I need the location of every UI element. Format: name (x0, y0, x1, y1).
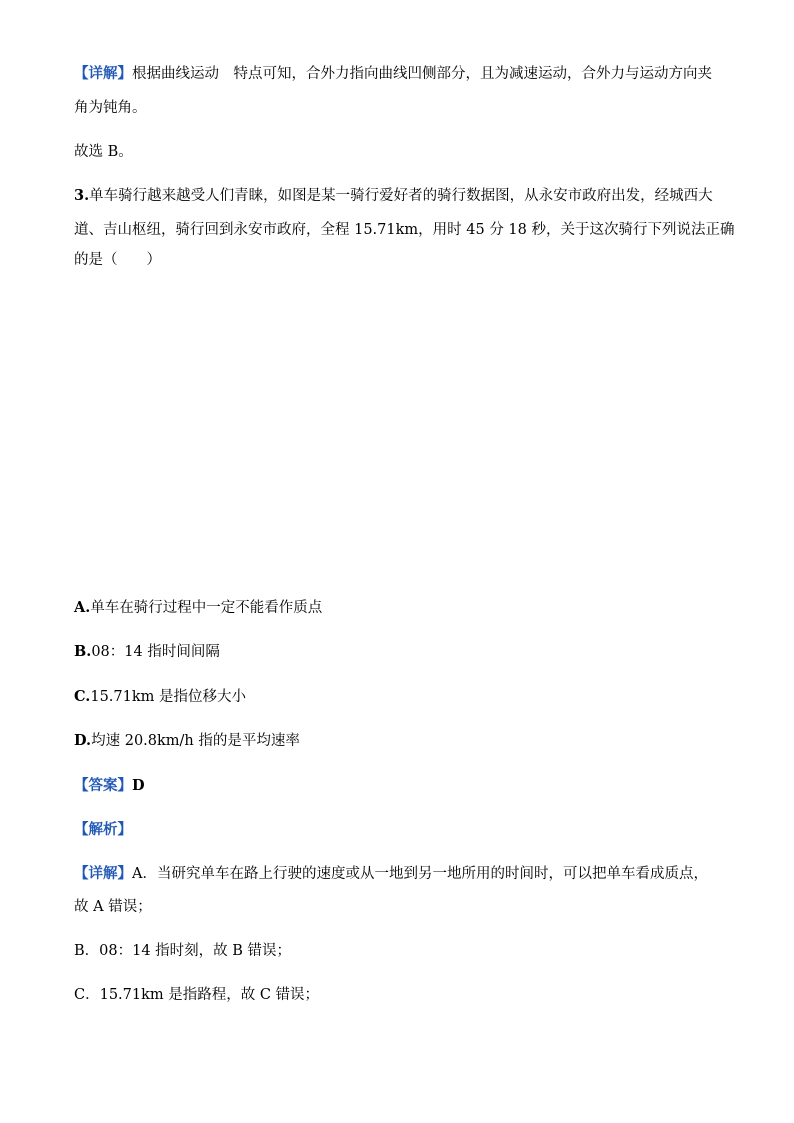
question-line-2: 道、吉山枢纽，骑行回到永安市政府，全程 15.71km，用时 45 分 18 秒，关于这次骑行下列说法正确 (74, 222, 735, 238)
question-line-3: 的是（ ） (74, 252, 161, 268)
prev-solution-conclusion: 故选 B。 (74, 144, 133, 160)
option-d (74, 731, 300, 751)
option-b (74, 642, 220, 662)
figure-area (74, 285, 720, 585)
answer-value: D (132, 777, 145, 794)
detail-line-2: 故 A 错误； (74, 899, 152, 915)
detail-line-3: B．08：14 指时刻，故 B 错误； (74, 943, 292, 959)
question-number: 3. (74, 187, 90, 204)
prev-solution-line-2: 角为钝角。 (74, 100, 147, 116)
question-text-1: 单车骑行越来越受人们青睐，如图是某一骑行爱好者的骑行数据图，从永安市政府出发，经城西大 (89, 188, 713, 204)
option-c-text: 15.71km 是指位移大小 (90, 689, 246, 705)
detail-text-1: A．当研究单车在路上行驶的速度或从一地到另一地所用的时间时，可以把单车看成质点， (132, 866, 708, 882)
prev-solution-text-1: 根据曲线运动 特点可知，合外力指向曲线凹侧部分，且为减速运动，合外力与运动方向夹 (132, 66, 712, 82)
option-b-letter: B. (74, 643, 92, 660)
analysis-heading (74, 820, 132, 840)
option-a-text: 单车在骑行过程中一定不能看作质点 (90, 600, 323, 616)
option-c (74, 687, 246, 707)
question-line-1 (74, 186, 713, 206)
detail-tag: 【详解】 (74, 865, 132, 882)
option-a (74, 598, 322, 618)
analysis-tag: 【解析】 (74, 821, 132, 838)
option-a-letter: A. (74, 599, 91, 616)
prev-solution-tag: 【详解】 (74, 65, 132, 82)
option-b-text: 08：14 指时间间隔 (91, 644, 220, 660)
option-d-letter: D. (74, 732, 92, 749)
detail-line-1 (74, 864, 708, 884)
detail-line-4: C．15.71km 是指路程，故 C 错误； (74, 987, 320, 1003)
answer-line (74, 776, 145, 796)
answer-tag: 【答案】 (74, 777, 132, 794)
option-d-text: 均速 20.8km/h 指的是平均速率 (91, 733, 300, 749)
option-c-letter: C. (74, 688, 91, 705)
prev-solution-line-1 (74, 64, 712, 84)
